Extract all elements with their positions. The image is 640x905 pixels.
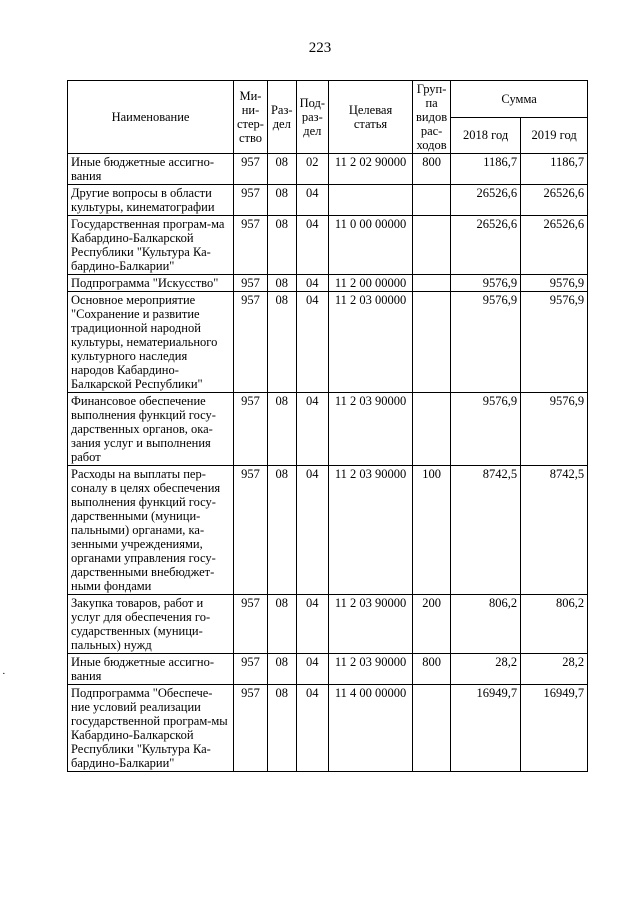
cell-2019: 806,2 <box>521 595 588 654</box>
table-header <box>68 81 588 154</box>
cell-2019: 26526,6 <box>521 185 588 216</box>
cell-expense-group <box>413 275 451 292</box>
cell-subsection: 04 <box>296 292 328 393</box>
cell-name: Подпрограмма "Искусство" <box>68 275 234 292</box>
cell-2018: 9576,9 <box>451 292 521 393</box>
table-row <box>68 185 588 216</box>
cell-subsection: 04 <box>296 275 328 292</box>
cell-expense-group: 800 <box>413 154 451 185</box>
header-ministry: Ми-ни-стер-ство <box>234 81 268 154</box>
cell-section: 08 <box>267 275 296 292</box>
cell-expense-group <box>413 292 451 393</box>
cell-subsection: 04 <box>296 466 328 595</box>
cell-ministry: 957 <box>234 685 268 772</box>
cell-ministry: 957 <box>234 185 268 216</box>
cell-subsection: 04 <box>296 595 328 654</box>
cell-target: 11 0 00 00000 <box>329 216 413 275</box>
cell-target: 11 2 03 90000 <box>329 466 413 595</box>
cell-ministry: 957 <box>234 216 268 275</box>
budget-table <box>67 80 588 772</box>
cell-subsection: 04 <box>296 216 328 275</box>
cell-target: 11 2 03 90000 <box>329 393 413 466</box>
table-body <box>68 154 588 772</box>
cell-ministry: 957 <box>234 393 268 466</box>
cell-subsection: 02 <box>296 154 328 185</box>
cell-expense-group: 200 <box>413 595 451 654</box>
cell-section: 08 <box>267 292 296 393</box>
table-row <box>68 216 588 275</box>
cell-section: 08 <box>267 216 296 275</box>
cell-name: Иные бюджетные ассигно-вания <box>68 654 234 685</box>
cell-2018: 28,2 <box>451 654 521 685</box>
table-row <box>68 275 588 292</box>
cell-name: Основное мероприятие "Сохранение и развитие традиционной народной культуры, нематериального культурного наследия народов Кабардино-Балкарской Республики" <box>68 292 234 393</box>
cell-target: 11 2 00 00000 <box>329 275 413 292</box>
header-section: Раз-дел <box>267 81 296 154</box>
cell-expense-group <box>413 685 451 772</box>
cell-ministry: 957 <box>234 466 268 595</box>
cell-2019: 28,2 <box>521 654 588 685</box>
cell-2018: 26526,6 <box>451 216 521 275</box>
cell-section: 08 <box>267 154 296 185</box>
cell-section: 08 <box>267 393 296 466</box>
cell-2018: 9576,9 <box>451 275 521 292</box>
cell-subsection: 04 <box>296 654 328 685</box>
cell-target: 11 2 03 90000 <box>329 654 413 685</box>
cell-section: 08 <box>267 466 296 595</box>
header-sum: Сумма <box>451 81 588 118</box>
cell-2018: 9576,9 <box>451 393 521 466</box>
header-subsection: Под-раз-дел <box>296 81 328 154</box>
table-row <box>68 595 588 654</box>
page-number: 223 <box>308 40 332 56</box>
table-row <box>68 654 588 685</box>
cell-target <box>329 185 413 216</box>
cell-name: Расходы на выплаты пер-соналу в целях обеспечения выполнения функций госу-дарственными (муници-пальными) органами, ка-зенными учреждениями, органами управления госу-дарственными внебюджет-ными фондами <box>68 466 234 595</box>
cell-name: Подпрограмма "Обеспече-ние условий реализации государственной програм-мы Кабардино-Балкарской Республики "Культура Ка-бардино-Балкарии" <box>68 685 234 772</box>
cell-expense-group <box>413 185 451 216</box>
edge-mark: · <box>2 668 6 680</box>
cell-name: Финансовое обеспечение выполнения функций госу-дарственных органов, ока-зания услуг и выполнения работ <box>68 393 234 466</box>
cell-2019: 9576,9 <box>521 393 588 466</box>
table-row <box>68 393 588 466</box>
header-target: Целевая статья <box>329 81 413 154</box>
cell-expense-group: 100 <box>413 466 451 595</box>
header-name: Наименование <box>68 81 234 154</box>
cell-2019: 1186,7 <box>521 154 588 185</box>
cell-section: 08 <box>267 654 296 685</box>
cell-ministry: 957 <box>234 154 268 185</box>
table-row <box>68 154 588 185</box>
header-expense-group: Груп-па видов рас-ходов <box>413 81 451 154</box>
cell-expense-group: 800 <box>413 654 451 685</box>
cell-2019: 26526,6 <box>521 216 588 275</box>
cell-section: 08 <box>267 185 296 216</box>
cell-ministry: 957 <box>234 292 268 393</box>
cell-section: 08 <box>267 595 296 654</box>
cell-2018: 26526,6 <box>451 185 521 216</box>
cell-ministry: 957 <box>234 654 268 685</box>
header-2018: 2018 год <box>451 117 521 154</box>
cell-target: 11 2 03 00000 <box>329 292 413 393</box>
cell-target: 11 2 02 90000 <box>329 154 413 185</box>
cell-expense-group <box>413 393 451 466</box>
header-2019: 2019 год <box>521 117 588 154</box>
cell-2018: 8742,5 <box>451 466 521 595</box>
cell-target: 11 2 03 90000 <box>329 595 413 654</box>
table-row <box>68 685 588 772</box>
cell-2018: 1186,7 <box>451 154 521 185</box>
cell-2018: 16949,7 <box>451 685 521 772</box>
cell-2018: 806,2 <box>451 595 521 654</box>
cell-name: Другие вопросы в области культуры, кинематографии <box>68 185 234 216</box>
cell-ministry: 957 <box>234 275 268 292</box>
cell-name: Государственная програм-ма Кабардино-Балкарской Республики "Культура Ка-бардино-Балкарии" <box>68 216 234 275</box>
cell-subsection: 04 <box>296 393 328 466</box>
cell-name: Иные бюджетные ассигно-вания <box>68 154 234 185</box>
cell-2019: 9576,9 <box>521 292 588 393</box>
cell-2019: 16949,7 <box>521 685 588 772</box>
cell-target: 11 4 00 00000 <box>329 685 413 772</box>
cell-subsection: 04 <box>296 685 328 772</box>
cell-2019: 8742,5 <box>521 466 588 595</box>
table-row <box>68 466 588 595</box>
table-row <box>68 292 588 393</box>
cell-section: 08 <box>267 685 296 772</box>
cell-name: Закупка товаров, работ и услуг для обеспечения го-сударственных (муници-пальных) нужд <box>68 595 234 654</box>
cell-2019: 9576,9 <box>521 275 588 292</box>
cell-subsection: 04 <box>296 185 328 216</box>
cell-ministry: 957 <box>234 595 268 654</box>
cell-expense-group <box>413 216 451 275</box>
